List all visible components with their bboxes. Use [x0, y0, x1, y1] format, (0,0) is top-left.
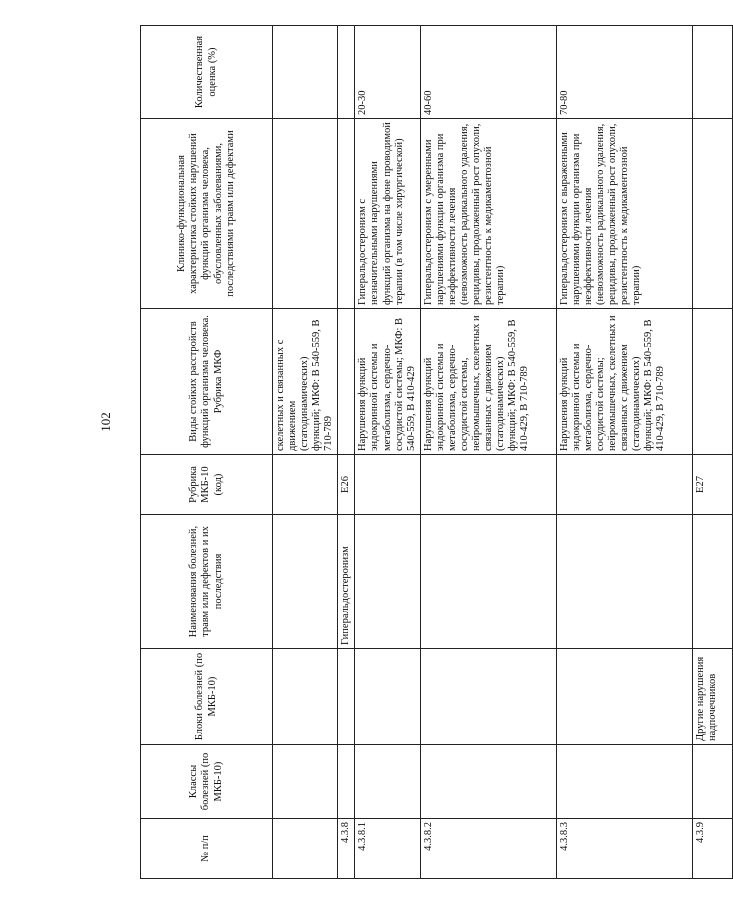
row-code [420, 455, 556, 515]
row-types: скелетных и связанных с движением (статодинамических) функций; МКФ: В 540-559, В 710-789 [273, 309, 338, 455]
row-clinical [273, 119, 338, 309]
row-block [273, 649, 338, 745]
row-block: Другие нарушения надпочечников [692, 649, 732, 745]
table-row [420, 26, 556, 879]
disability-criteria-table [140, 25, 733, 879]
row-block [556, 649, 692, 745]
row-percent [338, 26, 355, 119]
row-number: 4.3.8.2 [420, 819, 556, 879]
row-code [556, 455, 692, 515]
row-code [355, 455, 420, 515]
table-row [355, 26, 420, 879]
header-disorder-types: Виды стойких расстройств функций организма человека. Рубрика МКФ [141, 309, 273, 455]
row-code [273, 455, 338, 515]
row-name [692, 515, 732, 649]
row-clinical [338, 119, 355, 309]
header-clinical-characteristic: Клинико-функциональная характеристика стойких нарушений функций организма человека, обусловленных заболеваниями, последствиями травм или дефектами [141, 119, 273, 309]
table-row [556, 26, 692, 879]
row-number: 4.3.8.3 [556, 819, 692, 879]
row-code: E26 [338, 455, 355, 515]
row-number [273, 819, 338, 879]
header-icd-code: Рубрика МКБ-10 (код) [141, 455, 273, 515]
row-percent: 70-80 [556, 26, 692, 119]
row-number: 4.3.9 [692, 819, 732, 879]
row-types: Нарушения функций эндокринной системы и метаболизма, сердечно-сосудистой системы; нейромышечных, скелетных и связанных с движением (статодинамических) функций; МКФ: В 540-559, В 410-429, В 710-789 [556, 309, 692, 455]
row-clinical: Гиперальдостеронизм с выраженными нарушениями функции организма при неэффективности лечения (невозможность радикального удаления, рецидивы, продолженный рост опухоли, резистентность к медикаментозной терапии) [556, 119, 692, 309]
table-header-row [141, 26, 273, 879]
row-name [420, 515, 556, 649]
row-percent: 20-30 [355, 26, 420, 119]
row-number: 4.3.8.1 [355, 819, 420, 879]
row-class [420, 745, 556, 819]
row-name [273, 515, 338, 649]
row-class [355, 745, 420, 819]
row-types [338, 309, 355, 455]
header-disease-name: Наименования болезней, травм или дефектов и их последствия [141, 515, 273, 649]
row-class [338, 745, 355, 819]
row-class [692, 745, 732, 819]
page-number: 102 [97, 412, 113, 432]
row-block [338, 649, 355, 745]
header-disease-class: Классы болезней (по МКБ-10) [141, 745, 273, 819]
row-block [420, 649, 556, 745]
row-types [692, 309, 732, 455]
row-name [556, 515, 692, 649]
table-row [338, 26, 355, 879]
row-clinical: Гиперальдостеронизм с умеренными нарушениями функции организма при неэффективности лечения (невозможность радикального удаления, рецидивы, продолженный рост опухоли, резистентность к медикаментозной терапии) [420, 119, 556, 309]
row-clinical [692, 119, 732, 309]
row-class [273, 745, 338, 819]
table-row [273, 26, 338, 879]
row-number: 4.3.8 [338, 819, 355, 879]
header-disease-block: Блоки болезней (по МКБ-10) [141, 649, 273, 745]
header-number: № п/п [141, 819, 273, 879]
row-percent [692, 26, 732, 119]
row-clinical: Гиперальдостеронизм с незначительными нарушениями функций организма на фоне проводимой терапии (в том числе хирургической) [355, 119, 420, 309]
row-types: Нарушения функций эндокринной системы и метаболизма, сердечно-сосудистой системы, нейромышечных, скелетных и связанных с движением (статодинамических) функций; МКФ: В 540-559, В 410-429, В 710-789 [420, 309, 556, 455]
row-name: Гиперальдостеронизм [338, 515, 355, 649]
row-block [355, 649, 420, 745]
header-quantitative-score: Количественная оценка (%) [141, 26, 273, 119]
row-types: Нарушения функций эндокринной системы и метаболизма, сердечно-сосудистой системы; МКФ: В 540-559, В 410-429 [355, 309, 420, 455]
row-class [556, 745, 692, 819]
row-percent [273, 26, 338, 119]
table-row [692, 26, 732, 879]
row-percent: 40-60 [420, 26, 556, 119]
row-name [355, 515, 420, 649]
row-code: E27 [692, 455, 732, 515]
